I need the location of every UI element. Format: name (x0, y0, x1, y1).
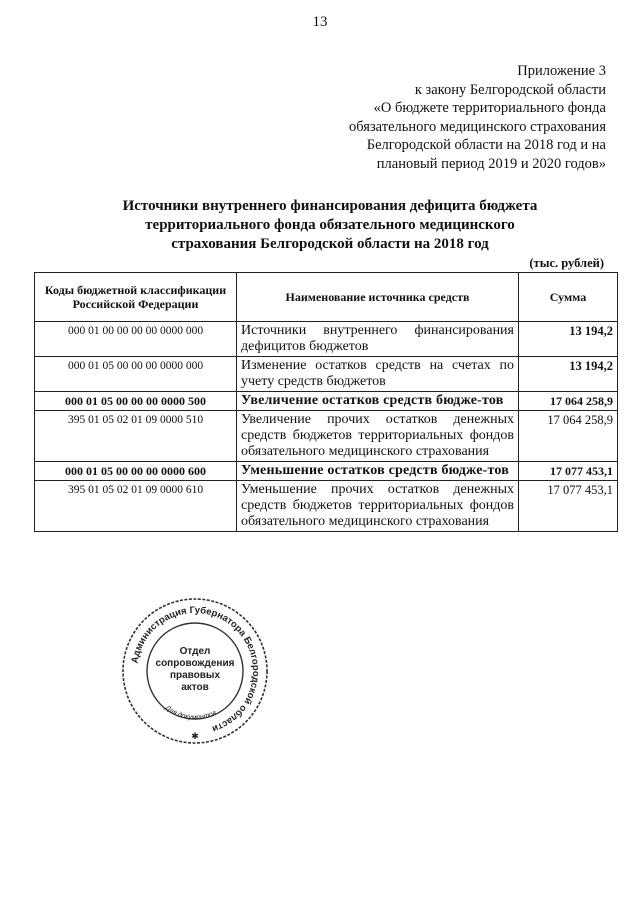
row-name: Источники внутреннего финансирования дефицитов бюджетов (237, 322, 519, 357)
table-header-row (35, 273, 618, 322)
stamp-ring-text: Администрация Губернатора Белгородской области (129, 604, 262, 735)
table-row (35, 411, 618, 462)
sources-table (34, 272, 618, 532)
header-name: Наименование источника средств (237, 273, 519, 322)
units-label: (тыс. рублей) (529, 256, 604, 270)
row-name: Изменение остатков средств на счетах по учету средств бюджетов (237, 357, 519, 392)
stamp-center-line: актов (181, 682, 209, 693)
stamp-center-line: сопровождения (155, 658, 235, 669)
stamp-bottom-text: Для документов (163, 704, 218, 722)
stamp-seal-icon (120, 596, 270, 746)
row-amount: 13 194,2 (519, 322, 618, 357)
row-code: 395 01 05 02 01 09 0000 510 (35, 411, 237, 462)
table-row (35, 322, 618, 357)
official-stamp (120, 596, 270, 746)
table-row (35, 481, 618, 532)
appendix-line: обязательного медицинского страхования (349, 118, 606, 135)
table-row (35, 392, 618, 411)
stamp-center-line: правовых (169, 670, 221, 681)
title-line: страхования Белгородской области на 2018 год (171, 236, 489, 252)
header-amount: Сумма (519, 273, 618, 322)
appendix-line: Приложение 3 (517, 63, 606, 79)
row-code: 000 01 00 00 00 00 0000 000 (35, 322, 237, 357)
table-row (35, 357, 618, 392)
row-name: Уменьшение прочих остатков денежных средств бюджетов территориальных фондов обязательного медицинского страхования (237, 481, 519, 532)
appendix-line: «О бюджете территориального фонда (373, 100, 606, 116)
row-amount: 17 077 453,1 (519, 481, 618, 532)
stamp-star-icon: ✱ (191, 731, 199, 741)
row-name: Увеличение остатков средств бюдже-тов (237, 392, 519, 411)
row-name: Уменьшение остатков средств бюдже-тов (237, 462, 519, 481)
row-code: 000 01 05 00 00 00 0000 600 (35, 462, 237, 481)
row-code: 000 01 05 00 00 00 0000 500 (35, 392, 237, 411)
row-code: 395 01 05 02 01 09 0000 610 (35, 481, 237, 532)
appendix-line: к закону Белгородской области (414, 81, 606, 98)
row-amount: 17 064 258,9 (519, 392, 618, 411)
row-amount: 13 194,2 (519, 357, 618, 392)
row-amount: 17 064 258,9 (519, 411, 618, 462)
document-title (60, 197, 600, 254)
stamp-center-line: Отдел (179, 646, 211, 657)
header-code: Коды бюджетной классификации Российской Федерации (35, 273, 237, 322)
table-row (35, 462, 618, 481)
page-number: 13 (312, 14, 328, 30)
title-line: территориального фонда обязательного медицинского (145, 217, 515, 233)
row-amount: 17 077 453,1 (519, 462, 618, 481)
appendix-header (349, 62, 606, 173)
row-code: 000 01 05 00 00 00 0000 000 (35, 357, 237, 392)
title-line: Источники внутреннего финансирования дефицита бюджета (122, 198, 538, 214)
appendix-line: плановый период 2019 и 2020 годов» (376, 155, 606, 172)
appendix-line: Белгородской области на 2018 год и на (366, 137, 606, 153)
row-name: Увеличение прочих остатков денежных средств бюджетов территориальных фондов обязательного медицинского страхования (237, 411, 519, 462)
